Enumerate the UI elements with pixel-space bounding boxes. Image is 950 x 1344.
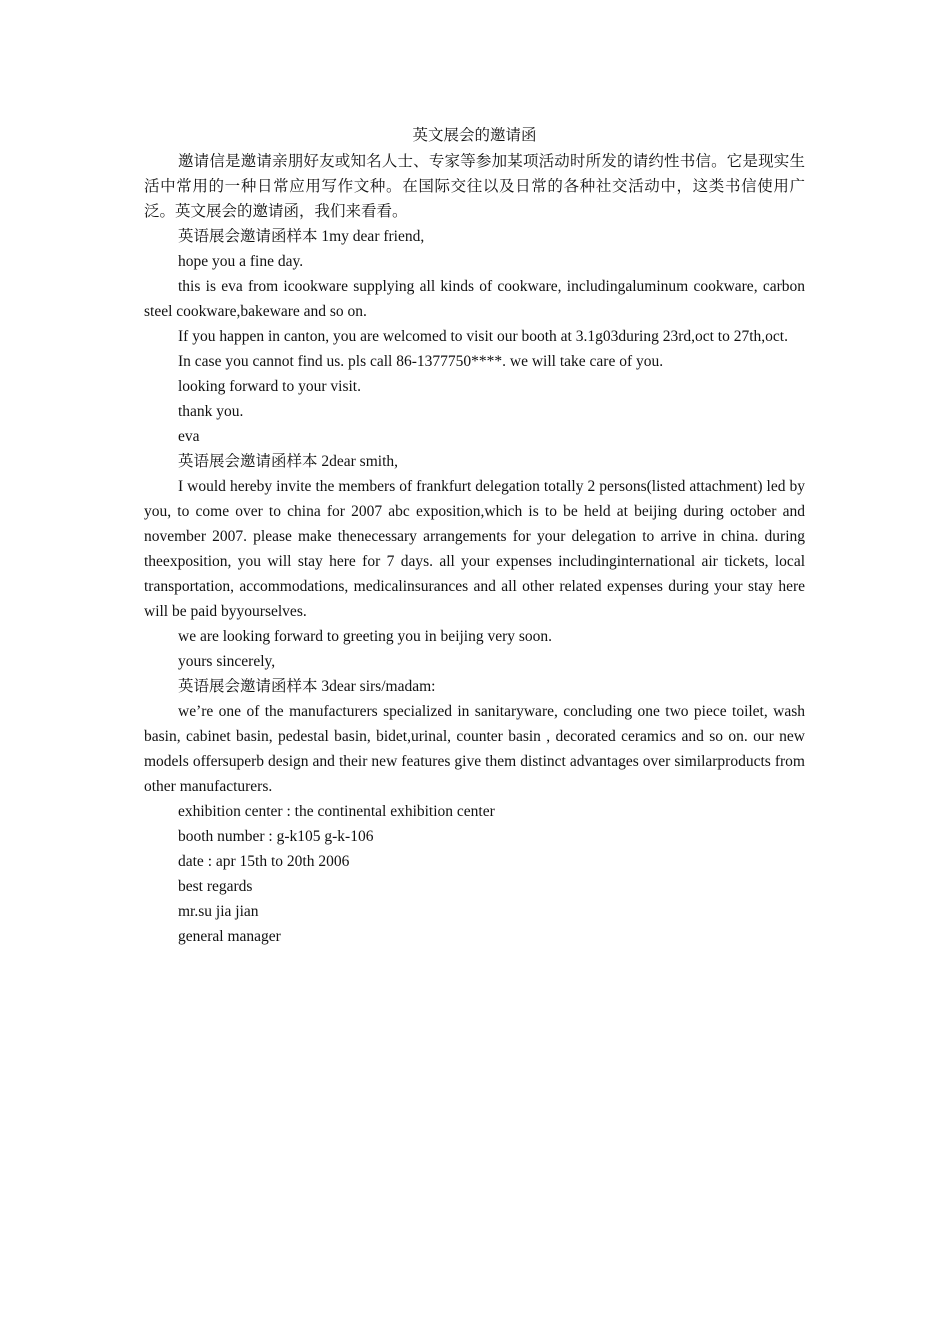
- sample-3-heading: 英语展会邀请函样本 3dear sirs/madam:: [178, 678, 436, 695]
- paragraph: this is eva from icookware supplying all kinds of cookware, includingaluminum cookware, carbon steel cookware,bakeware and so on.: [144, 278, 805, 320]
- paragraph: we’re one of the manufacturers specialized in sanitaryware, concluding one two piece toilet, wash basin, cabinet basin, pedestal basin, bidet,urinal, counter basin , decorated ceramics and so on. our new models offersuperb design and their new features give them distinct advantages over similarproducts from other manufacturers.: [144, 703, 805, 795]
- closing: best regards: [178, 878, 253, 895]
- signature: eva: [178, 428, 200, 445]
- date-line: date : apr 15th to 20th 2006: [178, 853, 350, 870]
- paragraph: If you happen in canton, you are welcomed to visit our booth at 3.1g03during 23rd,oct to 27th,oct.: [178, 328, 788, 345]
- paragraph: we are looking forward to greeting you in beijing very soon.: [178, 628, 553, 645]
- paragraph: thank you.: [178, 403, 244, 420]
- paragraph: I would hereby invite the members of frankfurt delegation totally 2 persons(listed attachment) led by you, to come over to china for 2007 abc exposition,which is to be held at beijing during october and november 2007. please make thenecessary arrangements for your delegation to arrive in china. during theexposition, you will stay here for 7 days. all your expenses includinginternational air tickets, local transportation, accommodations, medicalinsurances and all other related expenses during your stay here will be paid byyourselves.: [144, 478, 805, 620]
- sample-1-heading: 英语展会邀请函样本 1my dear friend,: [178, 228, 425, 245]
- closing: yours sincerely,: [178, 653, 276, 670]
- paragraph: looking forward to your visit.: [178, 378, 361, 395]
- sample-2-heading: 英语展会邀请函样本 2dear smith,: [178, 453, 398, 470]
- exhibition-center-line: exhibition center : the continental exhibition center: [178, 803, 495, 820]
- document-page: [144, 122, 805, 949]
- paragraph: hope you a fine day.: [178, 253, 304, 270]
- intro-paragraph: 邀请信是邀请亲朋好友或知名人士、专家等参加某项活动时所发的请约性书信。它是现实生活中常用的一种日常应用写作文种。在国际交往以及日常的各种社交活动中，这类书信使用广泛。英文展会的邀请函，我们来看看。: [144, 153, 805, 220]
- signature-title: general manager: [178, 928, 281, 945]
- booth-number-line: booth number : g-k105 g-k-106: [178, 828, 374, 845]
- signature: mr.su jia jian: [178, 903, 259, 920]
- document-title: 英文展会的邀请函: [412, 127, 537, 144]
- paragraph: In case you cannot find us. pls call 86-1377750****. we will take care of you.: [178, 353, 664, 370]
